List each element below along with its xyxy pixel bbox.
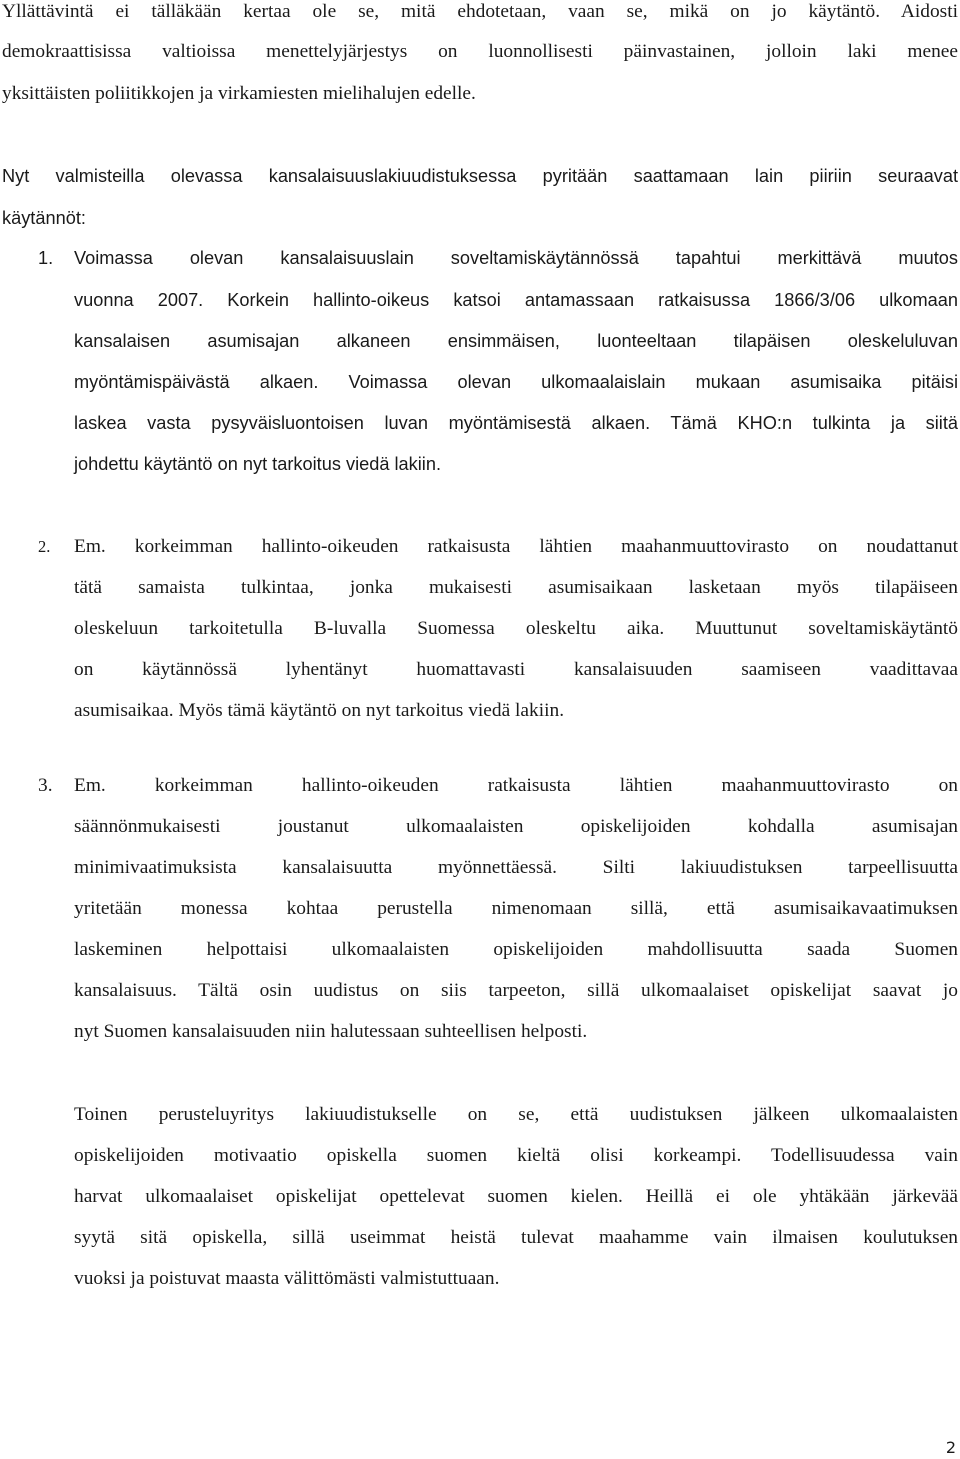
text-line: syytä sitä opiskella, sillä useimmat heistä tulevat maahamme vain ilmaisen koulutuksen bbox=[74, 1227, 958, 1248]
text-line: Toinen perusteluyritys lakiuudistukselle on se, että uudistuksen jälkeen ulkomaalaisten bbox=[74, 1104, 958, 1125]
text-line: minimivaatimuksista kansalaisuutta myönnettäessä. Silti lakiuudistuksen tarpeellisuutta bbox=[74, 857, 958, 878]
text-line: laskeminen helpottaisi ulkomaalaisten opiskelijoiden mahdollisuutta saada Suomen bbox=[74, 939, 958, 960]
text-line: myöntämispäivästä alkaen. Voimassa olevan ulkomaalaislain mukaan asumisaika pitäisi bbox=[74, 372, 958, 392]
text-line: oleskeluun tarkoitetulla B-luvalla Suomessa oleskeltu aika. Muuttunut soveltamiskäytäntö bbox=[74, 618, 958, 639]
text-line: demokraattisissa valtioissa menettelyjärjestys on luonnollisesti päinvastainen, jolloin laki menee bbox=[2, 41, 958, 62]
list-number: 3. bbox=[38, 775, 53, 796]
text-line: Voimassa olevan kansalaisuuslain soveltamiskäytännössä tapahtui merkittävä muutos bbox=[74, 248, 958, 268]
list-number: 2. bbox=[38, 537, 51, 556]
text-line: Em. korkeimman hallinto-oikeuden ratkaisusta lähtien maahanmuuttovirasto on bbox=[74, 775, 958, 796]
text-line: opiskelijoiden motivaatio opiskella suomen kieltä olisi korkeampi. Todellisuudessa vain bbox=[74, 1145, 958, 1166]
text-line: Em. korkeimman hallinto-oikeuden ratkaisusta lähtien maahanmuuttovirasto on noudattanut bbox=[74, 536, 958, 557]
text-line: vuoksi ja poistuvat maasta välittömästi valmistuttuaan. bbox=[74, 1268, 500, 1289]
text-line: Yllättävintä ei tälläkään kertaa ole se, mitä ehdotetaan, vaan se, mikä on jo käytäntö. Aidosti bbox=[2, 1, 958, 22]
text-line: yritetään monessa kohtaa perustella nimenomaan sillä, että asumisaikavaatimuksen bbox=[74, 898, 958, 919]
text-line: nyt Suomen kansalaisuuden niin halutessaan suhteellisen helposti. bbox=[74, 1021, 588, 1042]
list-number: 1. bbox=[38, 248, 54, 268]
text-line: kansalaisuus. Tältä osin uudistus on siis tarpeeton, sillä ulkomaalaiset opiskelijat saavat jo bbox=[74, 980, 958, 1001]
text-line: säännönmukaisesti joustanut ulkomaalaisten opiskelijoiden kohdalla asumisajan bbox=[74, 816, 958, 837]
text-line: vuonna 2007. Korkein hallinto-oikeus katsoi antamassaan ratkaisussa 1866/3/06 ulkomaan bbox=[74, 290, 958, 310]
text-line: asumisaikaa. Myös tämä käytäntö on nyt tarkoitus viedä lakiin. bbox=[74, 700, 565, 721]
text-line: on käytännössä lyhentänyt huomattavasti kansalaisuuden saamiseen vaadittavaa bbox=[74, 659, 958, 680]
text-line: harvat ulkomaalaiset opiskelijat opettelevat suomen kielen. Heillä ei ole yhtäkään järkevää bbox=[74, 1186, 958, 1207]
text-line: Nyt valmisteilla olevassa kansalaisuuslakiuudistuksessa pyritään saattamaan lain piiriin seuraavat bbox=[2, 166, 958, 186]
text-line: yksittäisten poliitikkojen ja virkamiesten mielihalujen edelle. bbox=[2, 83, 476, 104]
text-line: käytännöt: bbox=[2, 208, 86, 228]
text-line: tätä samaista tulkintaa, jonka mukaisesti asumisaikaan lasketaan myös tilapäiseen bbox=[74, 577, 958, 598]
text-line: johdettu käytäntö on nyt tarkoitus viedä lakiin. bbox=[74, 454, 442, 474]
page-number: 2 bbox=[945, 1438, 956, 1457]
text-line: laskea vasta pysyväisluontoisen luvan myöntämisestä alkaen. Tämä KHO:n tulkinta ja siitä bbox=[74, 413, 958, 433]
text-line: kansalaisen asumisajan alkaneen ensimmäisen, luonteeltaan tilapäisen oleskeluluvan bbox=[74, 331, 958, 351]
